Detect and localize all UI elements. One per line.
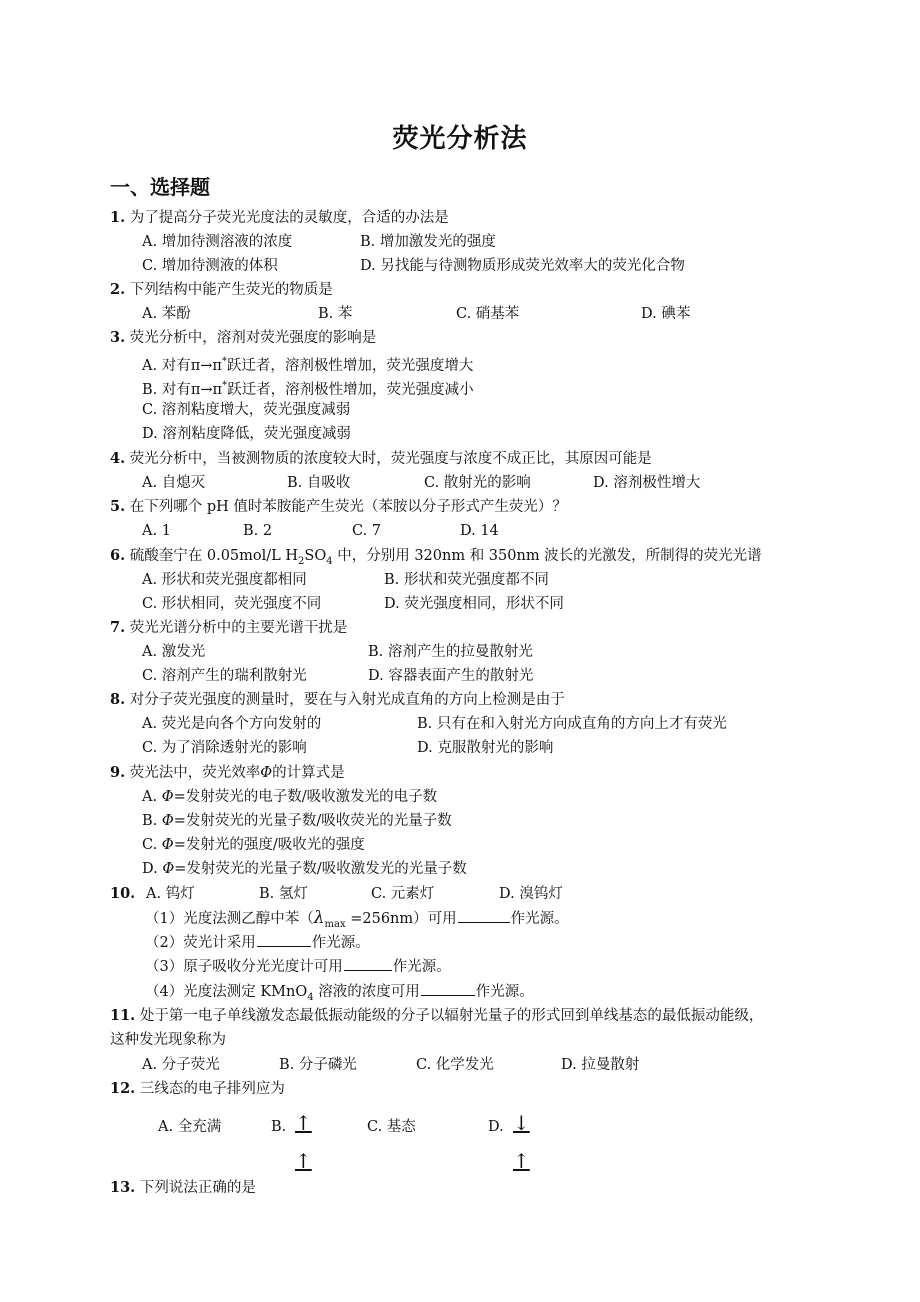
- question-text: 对分子荧光强度的测量时，要在与入射光成直角的方向上检测是由于: [129, 692, 565, 708]
- option-b: B. 苯: [318, 306, 353, 322]
- option-text: B. 对有π→π: [142, 381, 223, 398]
- option-d: D. 14: [460, 523, 499, 539]
- option-d: D. 碘苯: [641, 306, 691, 322]
- option-d: D. 溶剂粘度降低，荧光强度减弱: [142, 426, 351, 442]
- option-label: D.: [142, 861, 163, 877]
- option-a: A. 形状和荧光强度都相同: [142, 572, 307, 588]
- question-text: 处于第一电子单线激发态最低振动能级的分子以辐射光量子的形式回到单线基态的最低振动能级，: [139, 1008, 764, 1024]
- answer-blank[interactable]: [421, 981, 475, 996]
- question-number: 3.: [110, 329, 126, 346]
- option-b: B. 增加激发光的强度: [360, 234, 496, 250]
- option-a: A. 钨灯: [146, 886, 195, 902]
- answer-blank[interactable]: [458, 908, 510, 923]
- question-number: 11.: [110, 1007, 136, 1024]
- option-c: C. 增加待测液的体积: [142, 258, 278, 274]
- up-arrow-icon: ↑: [513, 1149, 530, 1173]
- question-1-stem: [110, 207, 449, 229]
- question-9-stem: [110, 762, 345, 784]
- subscript: 4: [307, 991, 314, 1003]
- option-d: [142, 858, 467, 880]
- question-10-sub-3: [145, 956, 451, 978]
- sub-question-text: =256nm）可用: [345, 911, 457, 927]
- question-5-stem: [110, 496, 567, 518]
- option-c: C. 溶剂粘度增大，荧光强度减弱: [142, 402, 351, 418]
- phi-symbol: Φ: [161, 813, 174, 829]
- option-text: =发射荧光的电子数/吸收激发光的电子数: [173, 789, 438, 805]
- page-title: 荧光分析法: [392, 124, 528, 154]
- question-11-options: [142, 1054, 842, 1076]
- question-4-stem: [110, 448, 652, 470]
- sub-question-text: （3）原子吸收分光光度计可用: [145, 959, 343, 975]
- up-arrow-icon: ↑: [295, 1149, 312, 1173]
- option-c: C. 硝基苯: [456, 306, 520, 322]
- question-text: 荧光分析中，当被测物质的浓度较大时，荧光强度与浓度不成正比，其原因可能是: [129, 451, 652, 467]
- question-10-sub-2: [145, 932, 370, 954]
- sub-question-text: （2）荧光计采用: [145, 935, 256, 951]
- lambda-symbol: λ: [313, 908, 325, 928]
- question-text: 为了提高分子荧光光度法的灵敏度，合适的办法是: [129, 210, 449, 226]
- option-c: C. 化学发光: [416, 1057, 494, 1073]
- question-5-options: [142, 520, 642, 542]
- question-number: 10.: [110, 885, 136, 902]
- option-b: B.: [271, 1119, 287, 1135]
- section-heading: 一、选择题: [110, 175, 210, 199]
- question-text: 下列说法正确的是: [139, 1180, 256, 1196]
- question-8-stem: [110, 689, 565, 711]
- question-number: 6.: [110, 547, 126, 564]
- question-text: 荧光光谱分析中的主要光谱干扰是: [129, 620, 348, 636]
- option-d: D. 容器表面产生的散射光: [368, 668, 534, 684]
- option-d: D. 溴钨灯: [499, 886, 563, 902]
- question-8-options-row1: [142, 713, 862, 735]
- sub-question-text: 作光源。: [392, 959, 451, 975]
- answer-blank[interactable]: [257, 932, 311, 947]
- question-10-options: [110, 883, 710, 905]
- question-11-stem-cont: 这种发光现象称为: [110, 1032, 226, 1048]
- option-label: A.: [142, 789, 162, 805]
- phi-symbol: Φ: [260, 765, 273, 781]
- answer-blank[interactable]: [344, 956, 392, 971]
- question-7-stem: [110, 617, 347, 639]
- option-b: B. 分子磷光: [279, 1057, 357, 1073]
- option-c: C. 散射光的影响: [424, 475, 531, 491]
- option-label: C.: [142, 837, 162, 853]
- question-10-sub-1: [145, 907, 569, 929]
- option-label: B.: [142, 813, 162, 829]
- option-text: A. 对有π→π: [142, 357, 222, 374]
- question-text: 荧光分析中，溶剂对荧光强度的影响是: [129, 330, 377, 346]
- question-2-stem: [110, 279, 333, 301]
- question-number: 5.: [110, 498, 126, 515]
- question-7-options-row1: [142, 641, 842, 663]
- question-text: 三线态的电子排列应为: [139, 1081, 285, 1097]
- phi-symbol: Φ: [161, 837, 174, 853]
- option-d: D. 荧光强度相同，形状不同: [384, 596, 564, 612]
- option-b: B. 形状和荧光强度都不同: [384, 572, 549, 588]
- phi-symbol: Φ: [162, 861, 175, 877]
- option-c: C. 为了消除透射光的影响: [142, 740, 307, 756]
- question-11-stem: [110, 1005, 763, 1027]
- question-number: 9.: [110, 764, 126, 781]
- option-c: C. 形状相同，荧光强度不同: [142, 596, 322, 612]
- option-d: D. 另找能与待测物质形成荧光效率大的荧光化合物: [360, 258, 685, 274]
- question-text: 荧光法中，荧光效率: [129, 765, 261, 781]
- question-number: 1.: [110, 209, 126, 226]
- question-number: 7.: [110, 619, 126, 636]
- question-4-options: [142, 472, 842, 494]
- option-a: A. 苯酚: [142, 306, 191, 322]
- question-1-options-row2: [142, 255, 842, 277]
- sub-question-text: 作光源。: [475, 984, 534, 1000]
- question-6-options-row2: [142, 593, 842, 615]
- option-text: 跃迁者，溶剂极性增加，荧光强度增大: [226, 357, 474, 374]
- question-2-options: [142, 303, 842, 325]
- question-12-stem: [110, 1078, 285, 1100]
- option-b: [142, 375, 474, 397]
- option-c: C. 溶剂产生的瑞利散射光: [142, 668, 307, 684]
- question-number: 13.: [110, 1179, 136, 1196]
- question-text: 的计算式是: [272, 765, 345, 781]
- option-a: A. 激发光: [142, 644, 206, 660]
- option-b: B. 只有在和入射光方向成直角的方向上才有荧光: [417, 716, 727, 732]
- question-text: SO: [304, 548, 327, 564]
- option-b: B. 溶剂产生的拉曼散射光: [368, 644, 533, 660]
- option-c: C. 7: [352, 523, 382, 539]
- option-b: [142, 810, 452, 832]
- question-number: 4.: [110, 450, 126, 467]
- sub-question-text: 作光源。: [311, 935, 370, 951]
- question-text: 硫酸奎宁在 0.05mol/L H: [129, 548, 299, 564]
- option-b: B. 自吸收: [287, 475, 351, 491]
- option-text: =发射荧光的光量子数/吸收激发光的光量子数: [174, 861, 467, 877]
- sub-question-text: 作光源。: [510, 911, 569, 927]
- option-text: =发射荧光的光量子数/吸收荧光的光量子数: [173, 813, 452, 829]
- option-d: D. 克服散射光的影响: [417, 740, 554, 756]
- subscript: 4: [326, 555, 333, 567]
- subscript: 2: [298, 555, 305, 567]
- option-a: A. 1: [142, 523, 171, 539]
- question-number: 12.: [110, 1080, 136, 1097]
- question-13-stem: [110, 1177, 256, 1199]
- question-10-sub-4: [145, 981, 534, 1003]
- option-text: 跃迁者，溶剂极性增加，荧光强度减小: [227, 381, 474, 398]
- superscript: *: [222, 380, 228, 391]
- question-6-options-row1: [142, 569, 842, 591]
- question-text: 下列结构中能产生荧光的物质是: [129, 282, 333, 298]
- option-b: B. 氢灯: [259, 886, 308, 902]
- question-number: 2.: [110, 281, 126, 298]
- sub-question-text: 溶液的浓度可用: [313, 984, 420, 1000]
- option-d: D. 拉曼散射: [561, 1057, 640, 1073]
- up-arrow-icon: ↑: [295, 1111, 312, 1135]
- option-text: =发射光的强度/吸收光的强度: [173, 837, 365, 853]
- question-3-stem: [110, 327, 376, 349]
- question-text: 中，分别用 320nm 和 350nm 波长的光激发，所制得的荧光光谱: [332, 548, 762, 564]
- question-text: 在下列哪个 pH 值时苯胺能产生荧光（苯胺以分子形式产生荧光）？: [129, 499, 567, 515]
- superscript: *: [221, 356, 227, 367]
- question-7-options-row2: [142, 665, 842, 687]
- sub-question-text: （1）光度法测乙醇中苯（: [145, 911, 314, 927]
- option-b: B. 2: [243, 523, 273, 539]
- option-c: C. 基态: [367, 1119, 416, 1135]
- phi-symbol: Φ: [161, 789, 174, 805]
- question-1-options-row1: [142, 231, 842, 253]
- question-number: 8.: [110, 691, 126, 708]
- option-a: A. 增加待测溶液的浓度: [142, 234, 293, 250]
- option-a: A. 全充满: [158, 1119, 222, 1135]
- down-arrow-icon: ↓: [513, 1111, 530, 1135]
- option-c: C. 元素灯: [371, 886, 435, 902]
- option-a: A. 分子荧光: [142, 1057, 220, 1073]
- option-a: A. 荧光是向各个方向发射的: [142, 716, 322, 732]
- option-d: D.: [488, 1119, 504, 1135]
- option-a: [142, 786, 437, 808]
- option-a: A. 自熄灭: [142, 475, 206, 491]
- subscript: max: [324, 918, 346, 930]
- option-d: D. 溶剂极性增大: [593, 475, 701, 491]
- question-6-stem: [110, 545, 762, 567]
- question-8-options-row2: [142, 737, 862, 759]
- option-c: [142, 834, 365, 856]
- option-a: [142, 351, 473, 373]
- sub-question-text: （4）光度法测定 KMnO: [145, 984, 308, 1000]
